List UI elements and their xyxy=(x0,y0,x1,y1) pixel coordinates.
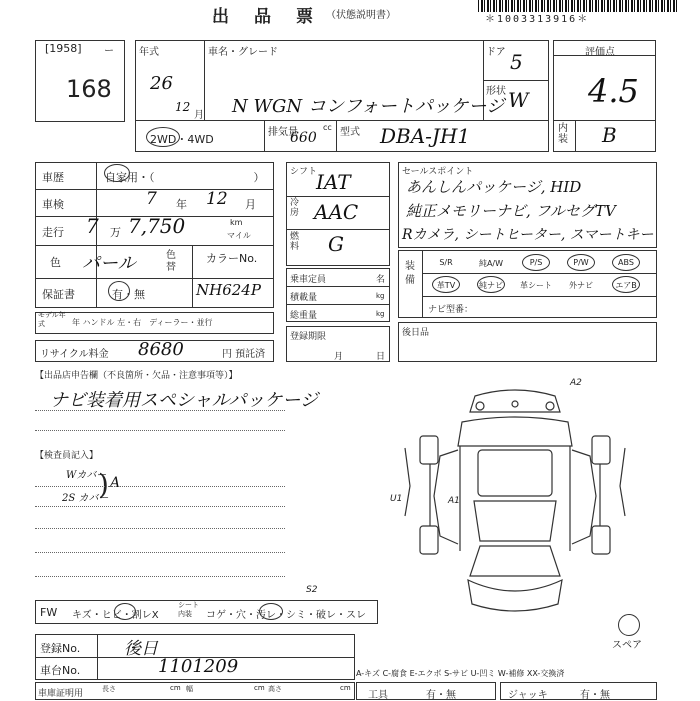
diagram-mark-a1: A1 xyxy=(448,496,460,506)
certificate-length-unit: cm xyxy=(170,684,181,692)
sales-point-line-2: 純正メモリーナビ, フルセグTV xyxy=(406,202,616,220)
equipment-circle-abs xyxy=(612,254,640,271)
registration-limit-day: 日 xyxy=(376,352,386,362)
warranty-value: 有・無 xyxy=(112,288,145,301)
equipment-circle-pw xyxy=(567,254,595,271)
barcode-number: ＊1003313916＊ xyxy=(485,14,590,25)
seats-unit: 名 xyxy=(376,275,386,285)
inspector-brace: ) xyxy=(98,468,109,501)
inspection-month-unit: 月 xyxy=(245,198,256,211)
inspector-mark: A xyxy=(110,475,121,491)
certificate-height-unit: cm xyxy=(340,684,351,692)
navi-model-label: ナビ型番： xyxy=(428,305,474,315)
month-value: 12 xyxy=(175,100,191,114)
score-label: 評価点 xyxy=(585,47,615,58)
color-label: 色 xyxy=(50,256,61,269)
interior-label: 内装 xyxy=(558,123,568,145)
drive-circle xyxy=(146,127,180,147)
door-label: ドア xyxy=(486,47,506,58)
equipment-item-tv: 革TV xyxy=(436,281,456,290)
registration-limit-label: 登録期限 xyxy=(290,332,327,342)
model-value: DBA-JH1 xyxy=(380,124,471,148)
recycle-value: 8680 xyxy=(138,339,184,360)
fw-text-2: コゲ・穴・汚レ・シミ・破レ・スレ xyxy=(206,610,366,621)
equipment-item-airbag: エアB xyxy=(615,281,637,290)
equipment-circle-ps xyxy=(522,254,550,271)
model-label: 型式 xyxy=(340,127,360,138)
history-value: 自家用・（ ） xyxy=(105,171,265,184)
equipment-circle-navi xyxy=(477,276,505,293)
diagram-mark-a2: A2 xyxy=(570,378,582,388)
inspection-year: 7 xyxy=(146,189,157,209)
model-year-label: モデル年式 xyxy=(38,311,66,328)
fw-circle-1 xyxy=(114,603,136,620)
name-label: 車名・グレード xyxy=(208,47,278,58)
fuel-value: G xyxy=(328,232,344,256)
equipment-item-ps: P/S xyxy=(529,258,543,267)
seller-notes-label: 【出品店申告欄（不良箇所・欠品・注意事項等）】 xyxy=(35,371,238,381)
gross-label: 総重量 xyxy=(290,311,318,321)
diagram-mark-u1: U1 xyxy=(390,494,403,504)
history-label: 車歴 xyxy=(42,171,64,184)
form-subtitle: （状態説明書） xyxy=(326,10,396,21)
color-code-value: NH624P xyxy=(196,281,261,299)
shift-value: IAT xyxy=(316,170,351,194)
inspection-label: 車検 xyxy=(42,198,64,211)
drive-label: 2WD・4WD xyxy=(150,133,214,146)
equipment-circle-airbag xyxy=(612,276,640,293)
year-value: 26 xyxy=(150,73,173,94)
inspection-year-unit: 年 xyxy=(176,198,187,211)
warranty-circle xyxy=(108,281,130,301)
certificate-length: 長さ xyxy=(102,685,116,693)
certificate-width-unit: cm xyxy=(254,684,265,692)
shift-label: シフト xyxy=(290,167,318,177)
displacement-label: 排気量 xyxy=(268,127,298,138)
fw-circle-2 xyxy=(259,603,283,620)
fw-text-1: キズ・ヒビ・割レX xyxy=(72,610,159,621)
recycle-unit: 円 預託済 xyxy=(222,349,266,360)
diagram-mark-s2: S2 xyxy=(306,585,318,595)
sales-point-line-1: あんしんパッケージ, HID xyxy=(406,178,582,196)
tools-label: 工具 xyxy=(368,690,388,701)
damage-legend: A-キズ C-腐食 E-エクボ S-サビ U-凹ミ W-補修 XX-交換済 xyxy=(356,669,565,678)
equipment-item-ext-navi: 外ナビ xyxy=(569,281,593,290)
form-title: 出 品 票 xyxy=(212,7,317,27)
color-code-label: カラーNo. xyxy=(206,252,258,265)
recycle-label: リサイクル料金 xyxy=(40,349,109,360)
chassis-label: 車台No. xyxy=(40,664,81,677)
mileage-man-value: 7 xyxy=(86,214,99,238)
certificate-height: 高さ xyxy=(268,685,282,693)
equipment-item-navi: 純ナビ xyxy=(479,281,503,290)
door-value: 5 xyxy=(510,50,523,74)
year-label: 年式 xyxy=(139,47,159,58)
load-unit: kg xyxy=(376,292,385,300)
seats-label: 乗車定員 xyxy=(290,275,327,285)
shape-value: W xyxy=(508,88,529,112)
jack-value: 有・無 xyxy=(580,690,610,701)
fuel-label: 燃料 xyxy=(290,232,300,252)
fw-seat-label: シート 内装 xyxy=(178,601,199,618)
lot-year-code: [1958] xyxy=(45,42,82,55)
name-value: N WGN コンフォートパッケージ xyxy=(232,96,505,117)
equipment-item-abs: ABS xyxy=(618,258,634,267)
equipment-item-pw: P/W xyxy=(573,258,589,267)
equipment-item-sr: S/R xyxy=(439,258,453,267)
equipment-item-aw: 純A/W xyxy=(478,259,504,268)
chassis-value: 1101209 xyxy=(158,656,239,677)
cooling-value: AAC xyxy=(314,200,359,224)
spare-label: スペア xyxy=(612,640,642,651)
month-unit: 月 xyxy=(194,110,204,121)
shape-label: 形状 xyxy=(486,86,506,97)
mileage-unit-mile: マイル xyxy=(227,231,251,240)
model-year-text: 年 ハンドル 左・右 ディーラー・並行 xyxy=(72,318,213,327)
certificate-label: 車庫証明用 xyxy=(38,689,84,699)
inspector-label: 【検査員記入】 xyxy=(35,451,99,461)
mileage-man-unit: 万 xyxy=(110,226,121,239)
inspector-line-2: 2S カバー xyxy=(62,493,109,504)
mileage-label: 走行 xyxy=(42,226,64,239)
equipment-item-leather: 革シート xyxy=(520,281,552,290)
mileage-rest-value: 7,750 xyxy=(128,214,186,238)
load-label: 積載量 xyxy=(290,293,318,303)
color-value: パール xyxy=(82,253,136,274)
inspection-month: 12 xyxy=(206,189,228,209)
history-circle xyxy=(104,164,130,182)
sales-point-line-3: Rカメラ, シートヒーター, スマートキー xyxy=(402,227,654,243)
registration-limit-month: 月 xyxy=(334,352,344,362)
spare-circle xyxy=(618,614,640,636)
sales-points-label: セールスポイント xyxy=(402,167,474,177)
warranty-label: 保証書 xyxy=(42,288,75,301)
inspector-line-1: Wカバー xyxy=(66,470,107,481)
cooling-label: 冷房 xyxy=(290,198,300,218)
lot-suffix: ー xyxy=(104,46,114,57)
fw-label: FW xyxy=(40,606,58,619)
registration-value: 後日 xyxy=(124,639,158,659)
car-damage-diagram xyxy=(400,376,630,632)
certificate-width: 幅 xyxy=(186,685,193,693)
displacement-unit: cc xyxy=(323,123,332,132)
lot-number: 168 xyxy=(66,75,112,103)
registration-label: 登録No. xyxy=(40,642,81,655)
gross-unit: kg xyxy=(376,310,385,318)
rear-label: 後日品 xyxy=(402,328,430,338)
equipment-circle-tv xyxy=(432,276,460,293)
displacement-value: 660 xyxy=(290,130,317,146)
seller-notes-value: ナビ装着用スペシャルパッケージ xyxy=(50,390,319,411)
rear-box xyxy=(398,322,657,362)
interior-value: B xyxy=(602,123,617,147)
score-value: 4.5 xyxy=(588,72,639,110)
color-change-label: 色替 xyxy=(166,250,176,273)
mileage-unit-km: km xyxy=(230,218,243,227)
jack-label: ジャッキ xyxy=(508,690,548,701)
equipment-label: 装備 xyxy=(405,261,415,286)
tools-value: 有・無 xyxy=(426,690,456,701)
